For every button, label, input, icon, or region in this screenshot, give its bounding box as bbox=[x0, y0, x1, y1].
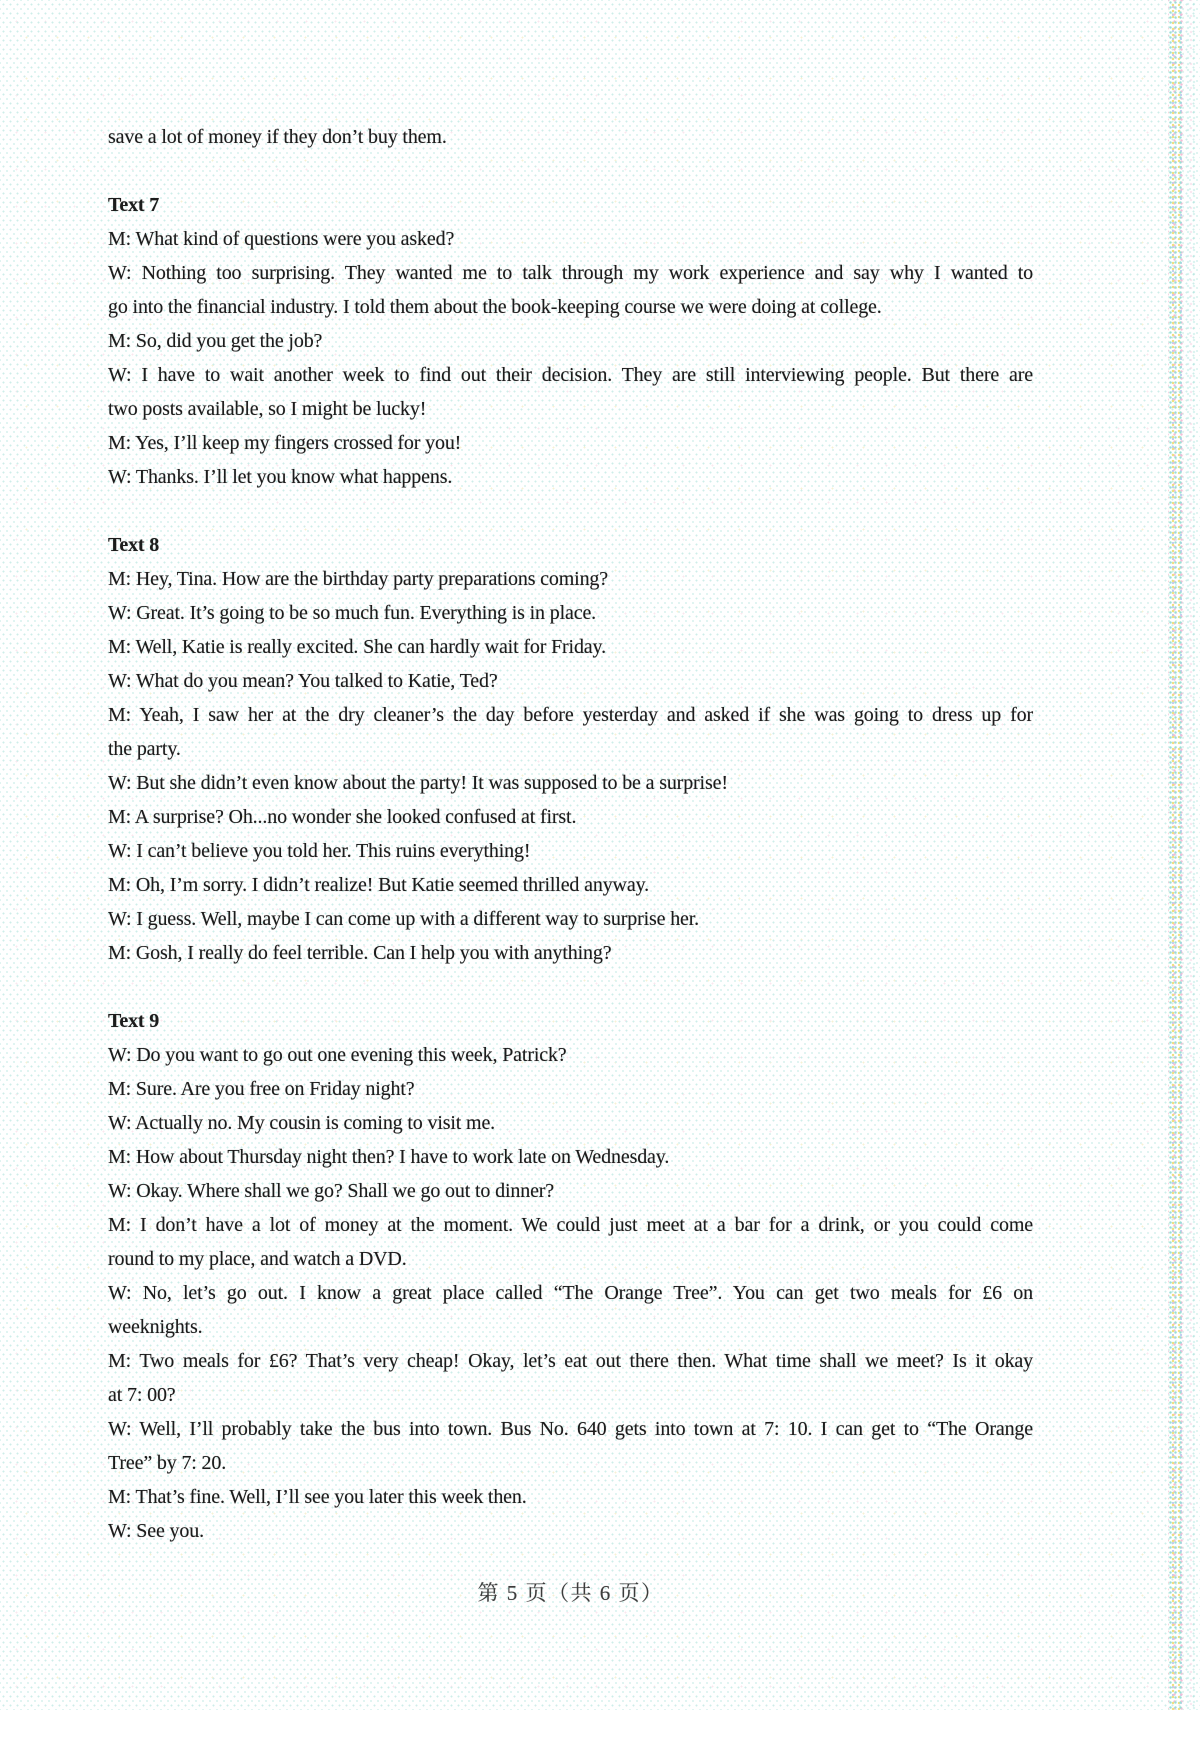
dialogue-line: W: Nothing too surprising. They wanted me to talk through my work experience and say why I wanted to bbox=[108, 262, 1033, 284]
dialogue-line: M: Yes, I’ll keep my fingers crossed for you! bbox=[108, 432, 462, 454]
dialogue-line: M: A surprise? Oh...no wonder she looked confused at first. bbox=[108, 806, 577, 828]
dialogue-line: W: Do you want to go out one evening this week, Patrick? bbox=[108, 1044, 567, 1066]
dialogue-line: W: Actually no. My cousin is coming to visit me. bbox=[108, 1112, 496, 1134]
dialogue-line: W: Great. It’s going to be so much fun. Everything is in place. bbox=[108, 602, 597, 624]
dialogue-line: M: What kind of questions were you asked? bbox=[108, 228, 455, 250]
dialogue-line: at 7: 00? bbox=[108, 1384, 176, 1406]
section-heading: Text 8 bbox=[108, 534, 160, 556]
section-heading: Text 9 bbox=[108, 1010, 160, 1032]
dialogue-line: save a lot of money if they don’t buy them. bbox=[108, 126, 447, 148]
dialogue-line: W: I can’t believe you told her. This ruins everything! bbox=[108, 840, 531, 862]
dialogue-line: W: What do you mean? You talked to Katie, Ted? bbox=[108, 670, 498, 692]
dialogue-line: W: I have to wait another week to find out their decision. They are still interviewing people. But there are bbox=[108, 364, 1033, 386]
dialogue-line: M: How about Thursday night then? I have to work late on Wednesday. bbox=[108, 1146, 670, 1168]
dialogue-line: W: No, let’s go out. I know a great place called “The Orange Tree”. You can get two meals for £6 on bbox=[108, 1282, 1033, 1304]
dialogue-line: M: That’s fine. Well, I’ll see you later this week then. bbox=[108, 1486, 527, 1508]
dialogue-line: M: So, did you get the job? bbox=[108, 330, 323, 352]
dialogue-line: Tree” by 7: 20. bbox=[108, 1452, 227, 1474]
dialogue-line: M: Sure. Are you free on Friday night? bbox=[108, 1078, 415, 1100]
section-heading: Text 7 bbox=[108, 194, 160, 216]
dialogue-line: W: Okay. Where shall we go? Shall we go out to dinner? bbox=[108, 1180, 555, 1202]
dialogue-line: W: But she didn’t even know about the party! It was supposed to be a surprise! bbox=[108, 772, 728, 794]
dialogue-line: W: I guess. Well, maybe I can come up with a different way to surprise her. bbox=[108, 908, 700, 930]
dialogue-line: go into the financial industry. I told them about the book-keeping course we were doing at college. bbox=[108, 296, 882, 318]
scan-edge-artifact-faint bbox=[1184, 0, 1196, 1710]
dialogue-line: the party. bbox=[108, 738, 181, 760]
dialogue-line: M: Gosh, I really do feel terrible. Can I help you with anything? bbox=[108, 942, 612, 964]
dialogue-line: W: Well, I’ll probably take the bus into town. Bus No. 640 gets into town at 7: 10. I can get to “The Orange bbox=[108, 1418, 1033, 1440]
dialogue-line: M: Hey, Tina. How are the birthday party preparations coming? bbox=[108, 568, 608, 590]
page-number-footer: 第 5 页（共 6 页） bbox=[477, 1581, 664, 1605]
dialogue-line: W: Thanks. I’ll let you know what happens. bbox=[108, 466, 453, 488]
scan-edge-artifact bbox=[1168, 0, 1184, 1710]
dialogue-line: M: Oh, I’m sorry. I didn’t realize! But Katie seemed thrilled anyway. bbox=[108, 874, 649, 896]
listening-transcript bbox=[108, 120, 1033, 1548]
dialogue-line: two posts available, so I might be lucky! bbox=[108, 398, 427, 420]
dialogue-line: M: Two meals for £6? That’s very cheap! Okay, let’s eat out there then. What time shall we meet? Is it okay bbox=[108, 1350, 1033, 1372]
dialogue-line: round to my place, and watch a DVD. bbox=[108, 1248, 407, 1270]
dialogue-line: M: I don’t have a lot of money at the moment. We could just meet at a bar for a drink, or you could come bbox=[108, 1214, 1033, 1236]
dialogue-line: W: See you. bbox=[108, 1520, 204, 1542]
dialogue-line: weeknights. bbox=[108, 1316, 203, 1338]
dialogue-line: M: Yeah, I saw her at the dry cleaner’s the day before yesterday and asked if she was going to dress up for bbox=[108, 704, 1033, 726]
dialogue-line: M: Well, Katie is really excited. She can hardly wait for Friday. bbox=[108, 636, 606, 658]
